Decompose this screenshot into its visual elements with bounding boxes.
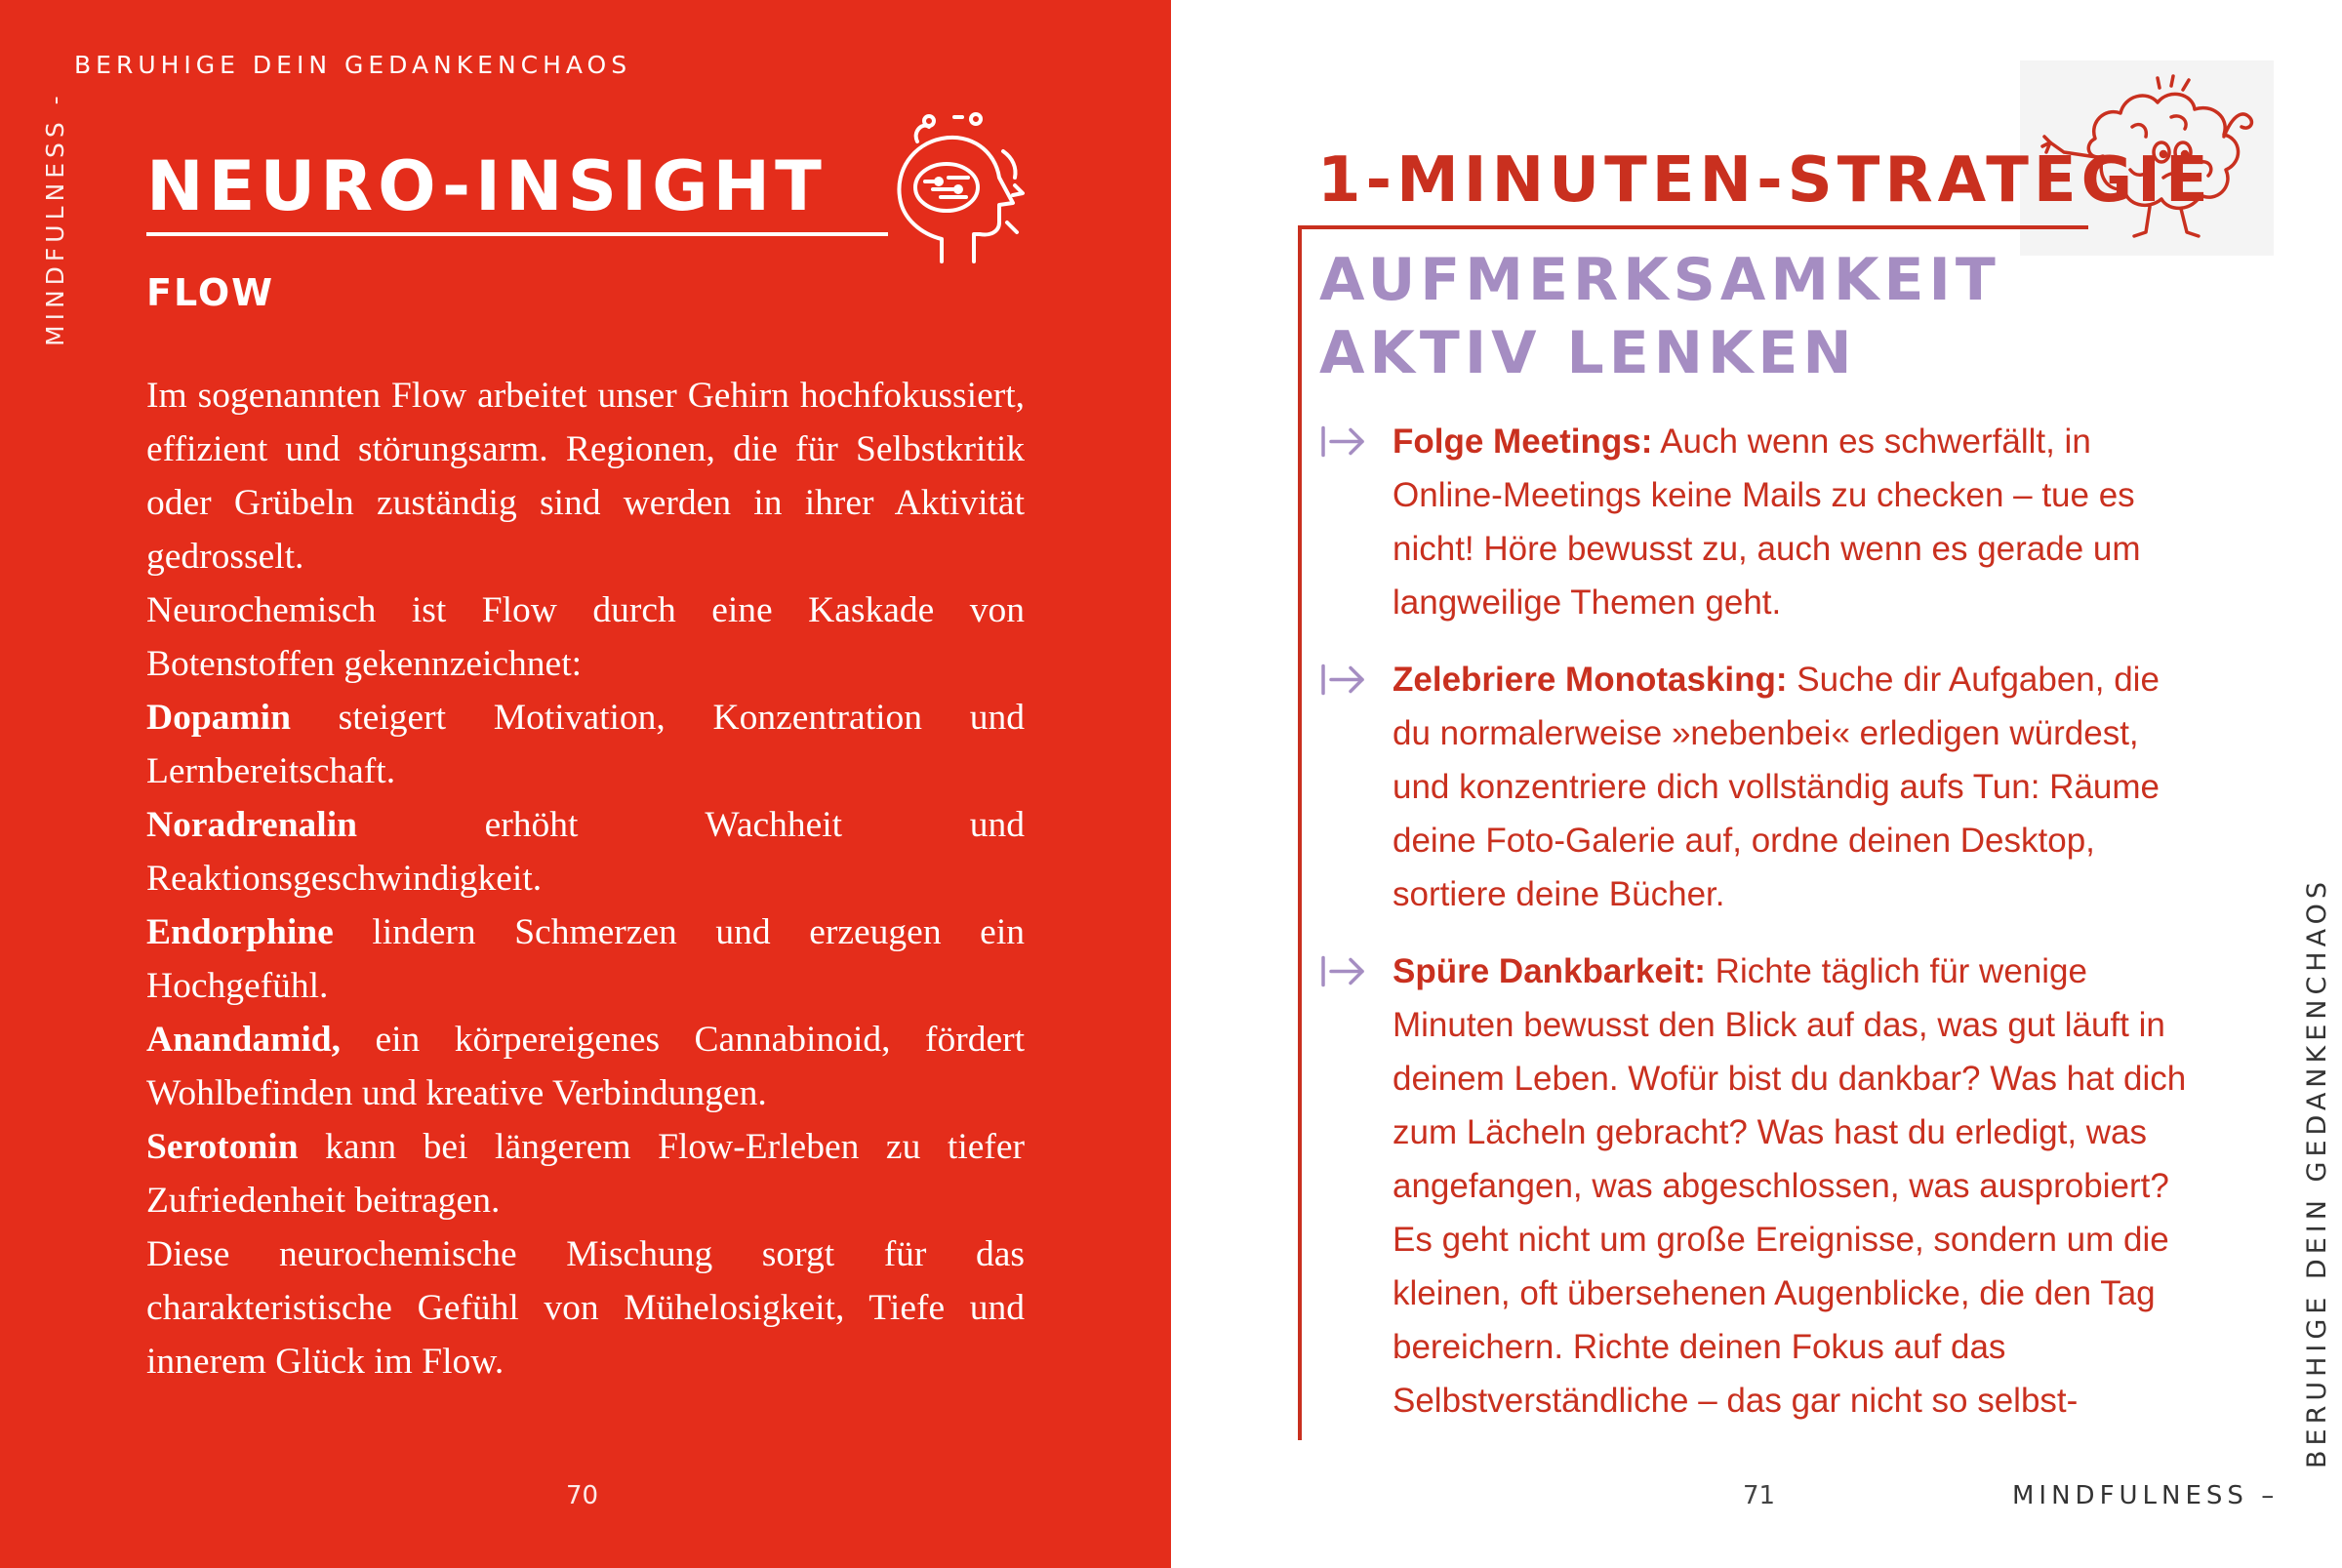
term-bold: Noradrenalin (146, 805, 357, 845)
term-bold: Dopamin (146, 698, 291, 738)
paragraph (146, 905, 1025, 1013)
subtitle-attention: AUFMERKSAMKEIT AKTIV LENKEN (1319, 246, 2000, 387)
term-bold: Serotonin (146, 1127, 299, 1167)
paragraph-text: ein körpereigenes Cannabinoid, fördert Wohlbefinden und kreative Verbindungen. (146, 1020, 1025, 1113)
list-item-body: Richte täglich für wenige Minuten bewusst den Blick auf das, was gut läuft in deinem Leben. Wofür bist du dankbar? Was hat dich zum Lächeln gebracht? Was hast du erledigt, was angefangen, was abgeschlossen, was ausprobiert? Es geht nicht um große Ereignisse, sondern um die kleinen, oft übersehenen Augenblicke, die den Tag bereichern. Richte deinen Fokus auf das Selbstverständliche – das gar nicht so selbst- (1393, 952, 2187, 1420)
list-item-body: Suche dir Aufgaben, die du normalerweise »nebenbei« erledigen würdest, und konzentriere dich vollständig aufs Tun: Räume deine Foto-Galerie auf, ordne deinen Desktop, sortiere deine Bücher. (1393, 661, 2160, 913)
body-text (146, 369, 1025, 1388)
paragraph (146, 798, 1025, 905)
arrow-right-icon (1319, 945, 1368, 998)
paragraph-text: kann bei längerem Flow-Erleben zu tiefer Zufriedenheit beitragen. (146, 1127, 1025, 1221)
strategy-list (1319, 415, 2342, 1451)
section-title-neuro-insight: NEURO-INSIGHT (146, 146, 827, 226)
page-number-right: 71 (1743, 1481, 1776, 1510)
running-foot: MINDFULNESS – (2012, 1481, 2280, 1510)
paragraph-text: Im sogenannten Flow arbeitet unser Gehirn hochfokussiert, effizient und störungsarm. Regionen, die für Selbstkritik oder Grübeln zuständig sind werden in ihrer Aktivität gedrosselt. (146, 376, 1025, 577)
paragraph-text: Diese neurochemische Mischung sorgt für das charakteristische Gefühl von Mühelosigkeit, Tiefe und innerem Glück im Flow. (146, 1234, 1025, 1382)
term-bold: Anandamid, (146, 1020, 342, 1060)
right-page (1171, 0, 2342, 1568)
list-item (1319, 415, 2342, 629)
arrow-right-icon (1319, 653, 1368, 706)
list-item (1319, 945, 2342, 1427)
page-number-left: 70 (566, 1481, 599, 1510)
arrow-right-icon (1319, 415, 1368, 468)
head-brain-gears-icon (878, 107, 1034, 273)
running-head: BERUHIGE DEIN GEDANKENCHAOS (74, 51, 632, 79)
list-item-text (1393, 945, 2202, 1427)
paragraph (146, 369, 1025, 583)
strategy-rule-horizontal (1298, 225, 2088, 229)
section-title-strategy: 1-MINUTEN-STRATEGIE (1317, 144, 2213, 217)
list-item-heading: Zelebriere Monotasking: (1393, 661, 1788, 699)
paragraph (146, 583, 1025, 691)
list-item (1319, 653, 2342, 921)
vertical-label-right: BERUHIGE DEIN GEDANKENCHAOS (2302, 877, 2332, 1468)
paragraph-text: erhöht Wachheit und Reaktionsgeschwindigkeit. (146, 805, 1025, 899)
paragraph (146, 1120, 1025, 1227)
paragraph (146, 1227, 1025, 1388)
paragraph-text: steigert Motivation, Konzentration und Lernbereitschaft. (146, 698, 1025, 791)
list-item-heading: Spüre Dankbarkeit: (1393, 952, 1706, 990)
list-item-heading: Folge Meetings: (1393, 422, 1653, 461)
list-item-text (1393, 415, 2202, 629)
vertical-label-left: MINDFULNESS - (41, 91, 69, 346)
list-item-body: Auch wenn es schwerfällt, in Online-Meetings keine Mails zu checken – tue es nicht! Höre bewusst zu, auch wenn es gerade um langweilige Themen geht. (1393, 422, 2141, 622)
list-item-text (1393, 653, 2202, 921)
paragraph-text: Neurochemisch ist Flow durch eine Kaskade von Botenstoffen gekennzeichnet: (146, 590, 1025, 684)
term-bold: Endorphine (146, 912, 334, 952)
subtitle-flow: FLOW (146, 271, 275, 314)
paragraph (146, 691, 1025, 798)
title-underline (146, 232, 888, 236)
paragraph-text: lindern Schmerzen und erzeugen ein Hochgefühl. (146, 912, 1025, 1006)
strategy-rule-vertical (1298, 225, 1302, 1440)
paragraph (146, 1013, 1025, 1120)
